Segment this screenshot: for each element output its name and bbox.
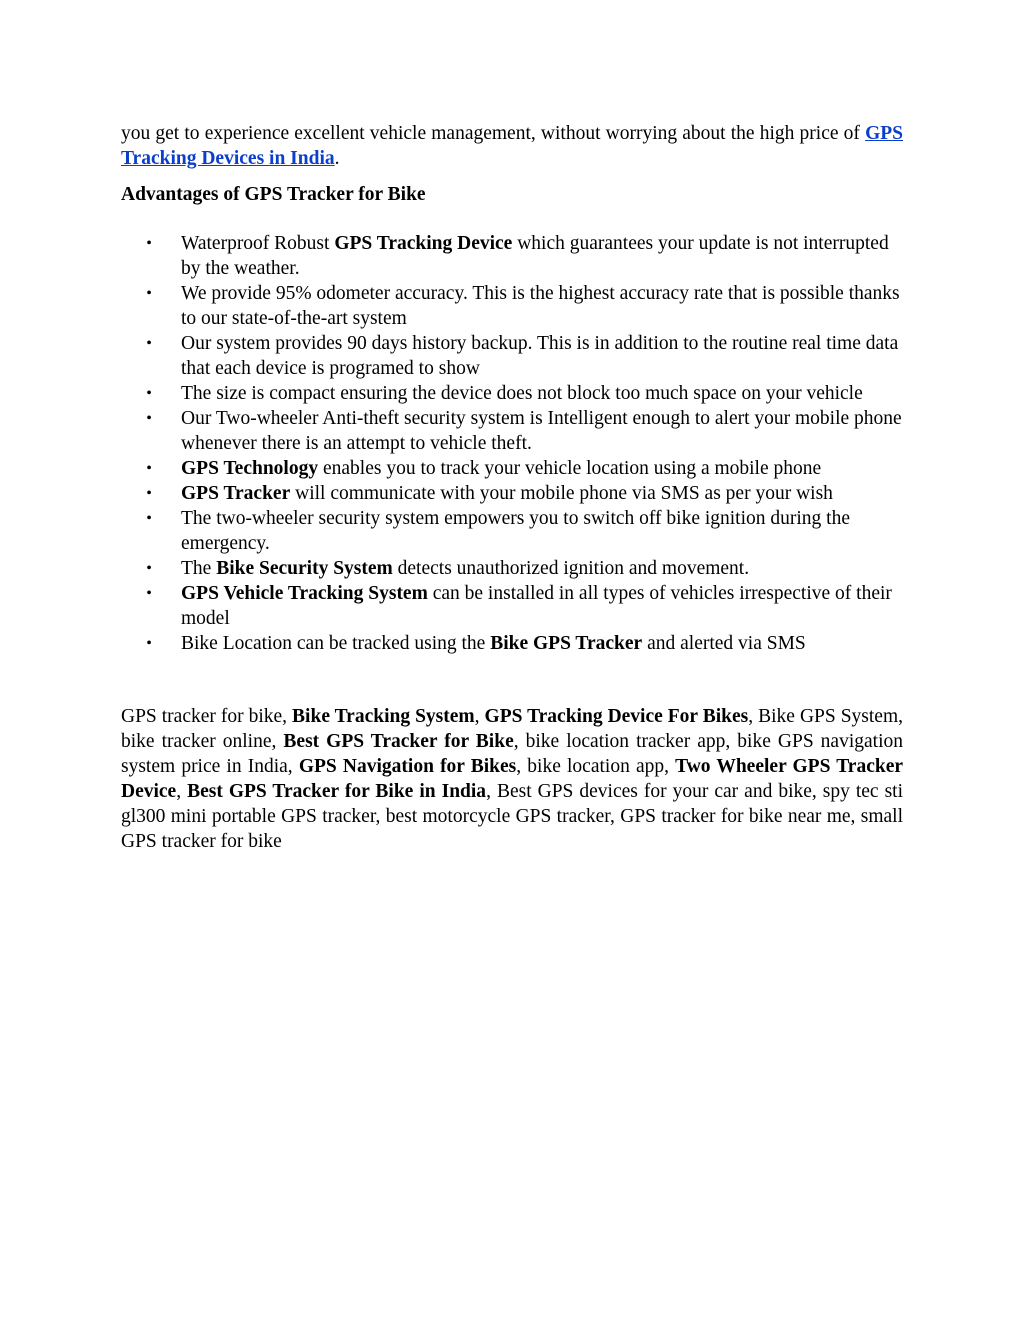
text-run: detects unauthorized ignition and movement.: [392, 558, 750, 579]
text-run: , bike location app,: [516, 756, 676, 777]
text-run: We provide 95% odometer accuracy. This is the highest accuracy rate that is possible thanks to our state-of-the-art system: [181, 283, 900, 329]
list-item: [121, 281, 903, 331]
text-run: The: [181, 558, 217, 579]
bullet-icon: •: [146, 560, 152, 577]
list-item: [121, 581, 903, 631]
text-run: enables you to track your vehicle location using a mobile phone: [318, 458, 822, 479]
list-item: [121, 481, 903, 506]
text-run: Waterproof Robust: [181, 233, 335, 254]
bullet-icon: •: [146, 335, 152, 352]
bold-keyword: GPS Tracking Device For Bikes: [484, 706, 749, 727]
text-run: , bike location tracker app, bike GPS navigation system price in India,: [121, 731, 903, 777]
advantages-list: [121, 231, 903, 656]
text-run: The two-wheeler security system empowers you to switch off bike ignition during the emergency.: [181, 508, 850, 554]
intro-text: you get to experience excellent vehicle management, without worrying about the high price of: [121, 123, 866, 144]
text-run: Bike Location can be tracked using the: [181, 633, 491, 654]
text-run: Our Two-wheeler Anti-theft security system is Intelligent enough to alert your mobile phone whenever there is an attempt to vehicle theft.: [181, 408, 902, 454]
text-run: Our system provides 90 days history backup. This is in addition to the routine real time data that each device is programed to show: [181, 333, 899, 379]
text-run: which guarantees your update is not interrupted by the weather.: [181, 233, 889, 279]
bold-keyword: GPS Vehicle Tracking System: [181, 583, 428, 604]
bold-keyword: Bike GPS Tracker: [490, 633, 643, 654]
intro-paragraph: [121, 121, 903, 171]
bold-keyword: Bike Security System: [216, 558, 393, 579]
bold-keyword: Two Wheeler GPS Tracker Device: [121, 756, 904, 802]
list-item: [121, 331, 903, 381]
bullet-icon: •: [146, 410, 152, 427]
list-item: [121, 556, 903, 581]
bullet-icon: •: [146, 485, 152, 502]
text-run: , Bike GPS System, bike tracker online,: [121, 706, 904, 752]
bullet-icon: •: [146, 385, 152, 402]
text-run: and alerted via SMS: [642, 633, 806, 654]
list-item: [121, 381, 903, 406]
text-run: can be installed in all types of vehicles irrespective of their model: [181, 583, 892, 629]
bullet-icon: •: [146, 510, 152, 527]
text-run: GPS tracker for bike,: [121, 706, 293, 727]
list-item: [121, 506, 903, 556]
bullet-icon: •: [146, 235, 152, 252]
list-item: [121, 631, 903, 656]
gps-tracking-devices-link[interactable]: GPS Tracking Devices in India: [121, 123, 903, 169]
bold-keyword: Best GPS Tracker for Bike in India: [187, 781, 487, 802]
bold-keyword: GPS Tracker: [181, 483, 291, 504]
bullet-icon: •: [146, 585, 152, 602]
keywords-paragraph: [121, 704, 903, 854]
text-run: ,: [176, 781, 188, 802]
bold-keyword: Bike Tracking System: [292, 706, 475, 727]
document-page: [121, 121, 903, 854]
list-item: [121, 231, 903, 281]
bullet-icon: •: [146, 285, 152, 302]
bold-keyword: GPS Navigation for Bikes: [298, 756, 517, 777]
text-run: will communicate with your mobile phone via SMS as per your wish: [290, 483, 833, 504]
section-heading: Advantages of GPS Tracker for Bike: [121, 184, 426, 205]
intro-text-end: .: [334, 148, 340, 169]
list-item: [121, 456, 903, 481]
bold-keyword: GPS Tracking Device: [334, 233, 513, 254]
text-run: ,: [474, 706, 485, 727]
bold-keyword: GPS Technology: [181, 458, 319, 479]
list-item: [121, 406, 903, 456]
text-run: The size is compact ensuring the device does not block too much space on your vehicle: [181, 383, 863, 404]
text-run: , Best GPS devices for your car and bike, spy tec sti gl300 mini portable GPS tracker, best motorcycle GPS tracker, GPS tracker for bike near me, small GPS tracker for bike: [121, 781, 904, 852]
bullet-icon: •: [146, 635, 152, 652]
bullet-icon: •: [146, 460, 152, 477]
bold-keyword: Best GPS Tracker for Bike: [283, 731, 514, 752]
